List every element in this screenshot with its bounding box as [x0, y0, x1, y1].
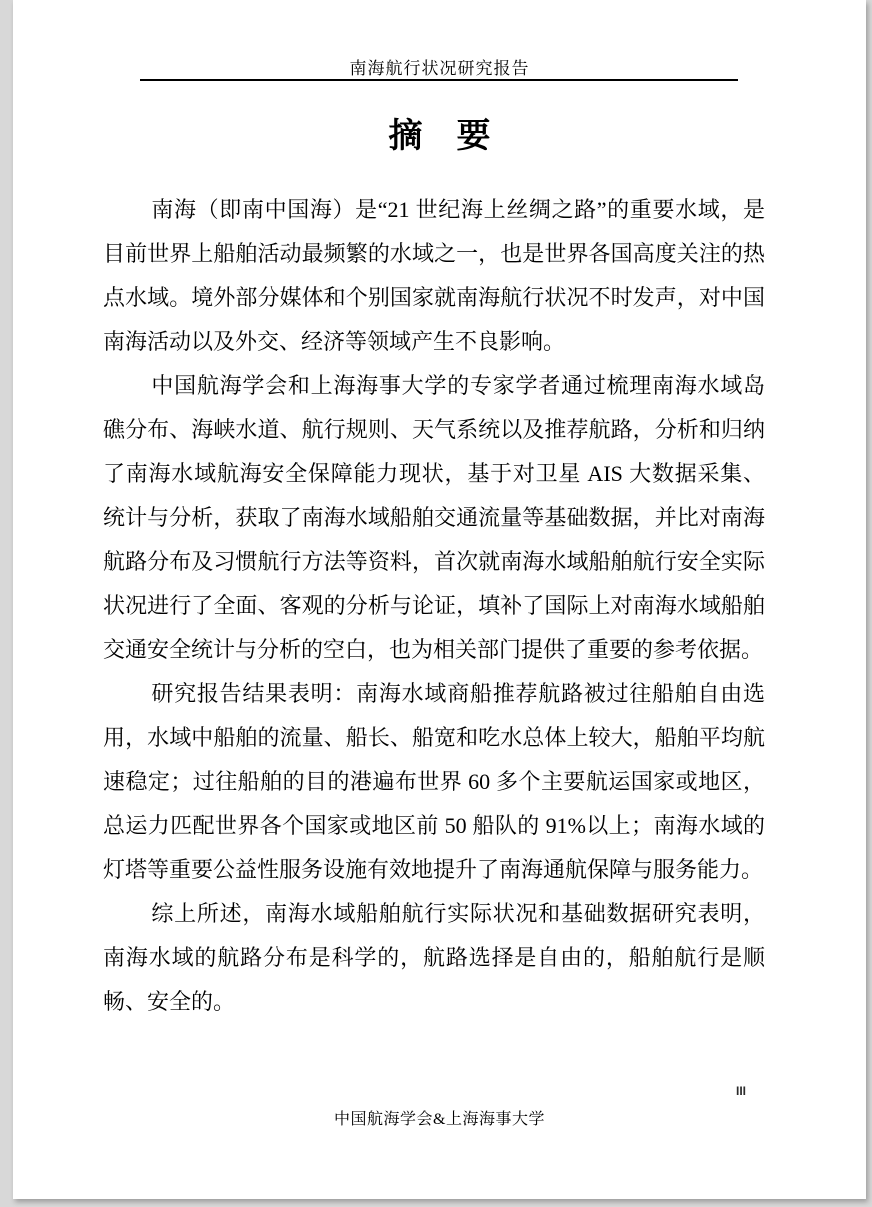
abstract-paragraph: 综上所述，南海水域船舶航行实际状况和基础数据研究表明，南海水域的航路分布是科学的，航路选择是自由的，船舶航行是顺畅、安全的。 — [103, 901, 765, 1014]
abstract-paragraph: 研究报告结果表明：南海水域商船推荐航路被过往船舶自由选用，水域中船舶的流量、船长、船宽和吃水总体上较大，船舶平均航速稳定；过往船舶的目的港遍布世界 60 多个主要航运国家或地区，总运力匹配世界各个国家或地区前 50 船队的 91%以上；南海水域的灯塔等重要公益性服务设施有效地提升了南海通航保障与服务能力。 — [103, 681, 765, 882]
abstract-paragraph: 南海（即南中国海）是“21 世纪海上丝绸之路”的重要水域，是目前世界上船舶活动最频繁的水域之一，也是世界各国高度关注的热点水域。境外部分媒体和个别国家就南海航行状况不时发声，对中国南海活动以及外交、经济等领域产生不良影响。 — [103, 197, 765, 354]
abstract-paragraph: 中国航海学会和上海海事大学的专家学者通过梳理南海水域岛礁分布、海峡水道、航行规则、天气系统以及推荐航路，分析和归纳了南海水域航海安全保障能力现状，基于对卫星 AIS 大数据采集、统计与分析，获取了南海水域船舶交通流量等基础数据，并比对南海航路分布及习惯航行方法等资料，首次就南海水域船舶航行安全实际状况进行了全面、客观的分析与论证，填补了国际上对南海水域船舶交通安全统计与分析的空白，也为相关部门提供了重要的参考依据。 — [103, 373, 765, 662]
running-header: 南海航行状况研究报告 — [349, 59, 530, 78]
abstract-body — [103, 188, 765, 1024]
page-title: 摘 要 — [388, 118, 491, 155]
page-number: III — [735, 1084, 746, 1098]
document-page — [13, 0, 866, 1199]
header-rule — [140, 79, 738, 81]
footer-organization: 中国航海学会&上海海事大学 — [334, 1111, 545, 1128]
